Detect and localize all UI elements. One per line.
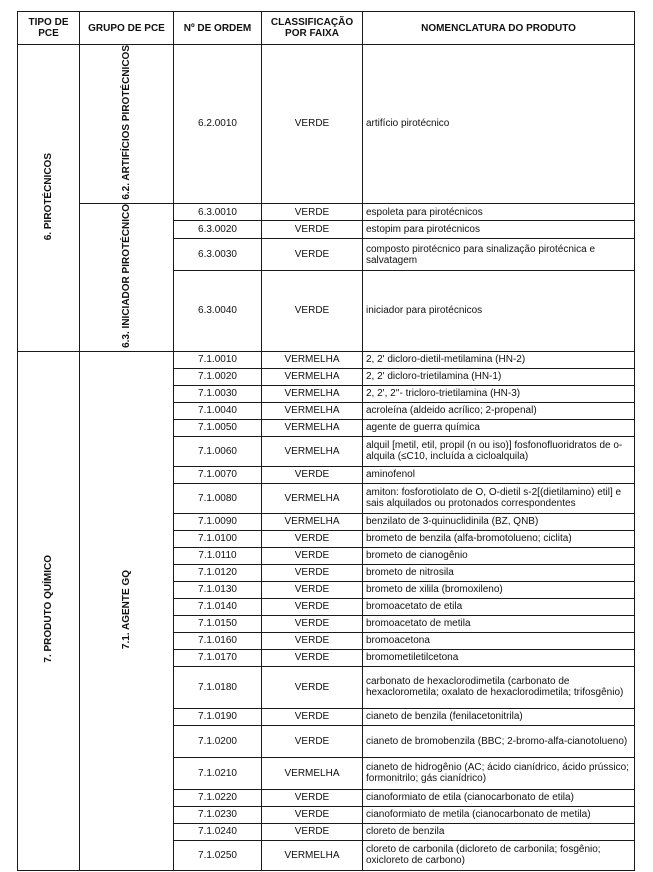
- nome-cell: cianeto de hidrogênio (AC; ácido cianídrico, ácido prússico; formonitrilo; gás cianídrico): [363, 757, 635, 789]
- grupo-cell: [80, 45, 174, 204]
- ordem-cell: 6.2.0010: [174, 45, 262, 204]
- nome-cell: amiton: fosforotiolato de O, O-dietil s-2[(dietilamino) etil] e sais alquilados ou protonados correspondentes: [363, 483, 635, 513]
- faixa-cell: VERDE: [262, 239, 363, 270]
- nome-cell: brometo de benzila (alfa-bromotolueno; ciclita): [363, 530, 635, 547]
- faixa-cell: VERMELHA: [262, 757, 363, 789]
- faixa-cell: VERDE: [262, 649, 363, 666]
- tipo-produto-quimico: 7. PRODUTO QUÍMICO: [42, 555, 54, 663]
- faixa-cell: VERDE: [262, 725, 363, 757]
- grupo-cell: [80, 203, 174, 351]
- nome-cell: cianeto de benzila (fenilacetonitrila): [363, 708, 635, 725]
- faixa-cell: VERDE: [262, 466, 363, 483]
- ordem-cell: 6.3.0030: [174, 239, 262, 270]
- nome-cell: 2, 2' dicloro-trietilamina (HN-1): [363, 368, 635, 385]
- grupo-artificios: 6.2. ARTIFÍCIOS PIROTÉCNICOS: [120, 45, 132, 200]
- header-ordem: Nº DE ORDEM: [174, 12, 262, 45]
- ordem-cell: 7.1.0180: [174, 666, 262, 708]
- faixa-cell: VERMELHA: [262, 840, 363, 870]
- faixa-cell: VERMELHA: [262, 402, 363, 419]
- ordem-cell: 7.1.0060: [174, 436, 262, 466]
- faixa-cell: VERDE: [262, 632, 363, 649]
- pce-table: [17, 11, 635, 871]
- nome-cell: cianoformiato de metila (cianocarbonato de metila): [363, 806, 635, 823]
- nome-cell: aminofenol: [363, 466, 635, 483]
- faixa-cell: VERMELHA: [262, 483, 363, 513]
- header-grupo: GRUPO DE PCE: [80, 12, 174, 45]
- nome-cell: composto pirotécnico para sinalização pirotécnica e salvatagem: [363, 239, 635, 270]
- ordem-cell: 7.1.0040: [174, 402, 262, 419]
- tipo-cell: [18, 351, 80, 870]
- ordem-cell: 7.1.0220: [174, 789, 262, 806]
- ordem-cell: 6.3.0010: [174, 203, 262, 221]
- faixa-cell: VERMELHA: [262, 385, 363, 402]
- ordem-cell: 7.1.0200: [174, 725, 262, 757]
- nome-cell: cianeto de bromobenzila (BBC; 2-bromo-alfa-cianotolueno): [363, 725, 635, 757]
- faixa-cell: VERDE: [262, 823, 363, 840]
- grupo-iniciador: 6.3. INICIADOR PIROTÉCNICO: [120, 203, 132, 348]
- tipo-pirotecnicos: 6. PIROTÉCNICOS: [42, 152, 54, 240]
- ordem-cell: 7.1.0090: [174, 513, 262, 530]
- ordem-cell: 7.1.0030: [174, 385, 262, 402]
- nome-cell: bromometiletilcetona: [363, 649, 635, 666]
- ordem-cell: 7.1.0170: [174, 649, 262, 666]
- tipo-cell: [18, 45, 80, 352]
- nome-cell: 2, 2' dicloro-dietil-metilamina (HN-2): [363, 351, 635, 368]
- nome-cell: bromoacetato de metila: [363, 615, 635, 632]
- faixa-cell: VERDE: [262, 270, 363, 351]
- ordem-cell: 7.1.0020: [174, 368, 262, 385]
- ordem-cell: 6.3.0040: [174, 270, 262, 351]
- faixa-cell: VERDE: [262, 708, 363, 725]
- nome-cell: brometo de xilila (bromoxileno): [363, 581, 635, 598]
- ordem-cell: 7.1.0140: [174, 598, 262, 615]
- nome-cell: brometo de nitrosila: [363, 564, 635, 581]
- faixa-cell: VERMELHA: [262, 419, 363, 436]
- nome-cell: brometo de cianogênio: [363, 547, 635, 564]
- nome-cell: espoleta para pirotécnicos: [363, 203, 635, 221]
- ordem-cell: 7.1.0210: [174, 757, 262, 789]
- header-tipo: TIPO DE PCE: [18, 12, 80, 45]
- nome-cell: estopim para pirotécnicos: [363, 221, 635, 239]
- table-row: [18, 45, 635, 204]
- header-classificacao: CLASSIFICAÇÃO POR FAIXA: [262, 12, 363, 45]
- ordem-cell: 7.1.0110: [174, 547, 262, 564]
- faixa-cell: VERDE: [262, 203, 363, 221]
- ordem-cell: 7.1.0160: [174, 632, 262, 649]
- ordem-cell: 7.1.0050: [174, 419, 262, 436]
- table-row: [18, 351, 635, 368]
- faixa-cell: VERDE: [262, 581, 363, 598]
- ordem-cell: 7.1.0120: [174, 564, 262, 581]
- grupo-cell: [80, 351, 174, 870]
- faixa-cell: VERDE: [262, 598, 363, 615]
- nome-cell: alquil [metil, etil, propil (n ou iso)] fosfonofluoridratos de o-alquila (≤C10, incluída a cicloalquila): [363, 436, 635, 466]
- ordem-cell: 7.1.0190: [174, 708, 262, 725]
- faixa-cell: VERMELHA: [262, 436, 363, 466]
- faixa-cell: VERDE: [262, 615, 363, 632]
- faixa-cell: VERDE: [262, 789, 363, 806]
- nome-cell: cloreto de benzila: [363, 823, 635, 840]
- ordem-cell: 7.1.0230: [174, 806, 262, 823]
- nome-cell: acroleína (aldeido acrílico; 2-propenal): [363, 402, 635, 419]
- nome-cell: cloreto de carbonila (dicloreto de carbonila; fosgênio; oxicloreto de carbono): [363, 840, 635, 870]
- faixa-cell: VERDE: [262, 666, 363, 708]
- ordem-cell: 7.1.0240: [174, 823, 262, 840]
- nome-cell: 2, 2', 2''- tricloro-trietilamina (HN-3): [363, 385, 635, 402]
- ordem-cell: 6.3.0020: [174, 221, 262, 239]
- grupo-agente-gq: 7.1. AGENTE GQ: [120, 569, 132, 649]
- header-nomenclatura: NOMENCLATURA DO PRODUTO: [363, 12, 635, 45]
- faixa-cell: VERMELHA: [262, 351, 363, 368]
- faixa-cell: VERDE: [262, 530, 363, 547]
- faixa-cell: VERDE: [262, 564, 363, 581]
- faixa-cell: VERMELHA: [262, 513, 363, 530]
- faixa-cell: VERDE: [262, 547, 363, 564]
- nome-cell: iniciador para pirotécnicos: [363, 270, 635, 351]
- nome-cell: bromoacetato de etila: [363, 598, 635, 615]
- nome-cell: bromoacetona: [363, 632, 635, 649]
- ordem-cell: 7.1.0070: [174, 466, 262, 483]
- faixa-cell: VERMELHA: [262, 368, 363, 385]
- nome-cell: agente de guerra química: [363, 419, 635, 436]
- nome-cell: benzilato de 3-quinuclidinila (BZ, QNB): [363, 513, 635, 530]
- table-row: [18, 203, 635, 221]
- ordem-cell: 7.1.0010: [174, 351, 262, 368]
- ordem-cell: 7.1.0150: [174, 615, 262, 632]
- nome-cell: carbonato de hexaclorodimetila (carbonato de hexaclorometila; oxalato de hexaclorodimetila; trifosgênio): [363, 666, 635, 708]
- nome-cell: cianoformiato de etila (cianocarbonato de etila): [363, 789, 635, 806]
- nome-cell: artifício pirotécnico: [363, 45, 635, 204]
- header-row: [18, 12, 635, 45]
- faixa-cell: VERDE: [262, 806, 363, 823]
- ordem-cell: 7.1.0250: [174, 840, 262, 870]
- ordem-cell: 7.1.0100: [174, 530, 262, 547]
- ordem-cell: 7.1.0130: [174, 581, 262, 598]
- faixa-cell: VERDE: [262, 45, 363, 204]
- ordem-cell: 7.1.0080: [174, 483, 262, 513]
- faixa-cell: VERDE: [262, 221, 363, 239]
